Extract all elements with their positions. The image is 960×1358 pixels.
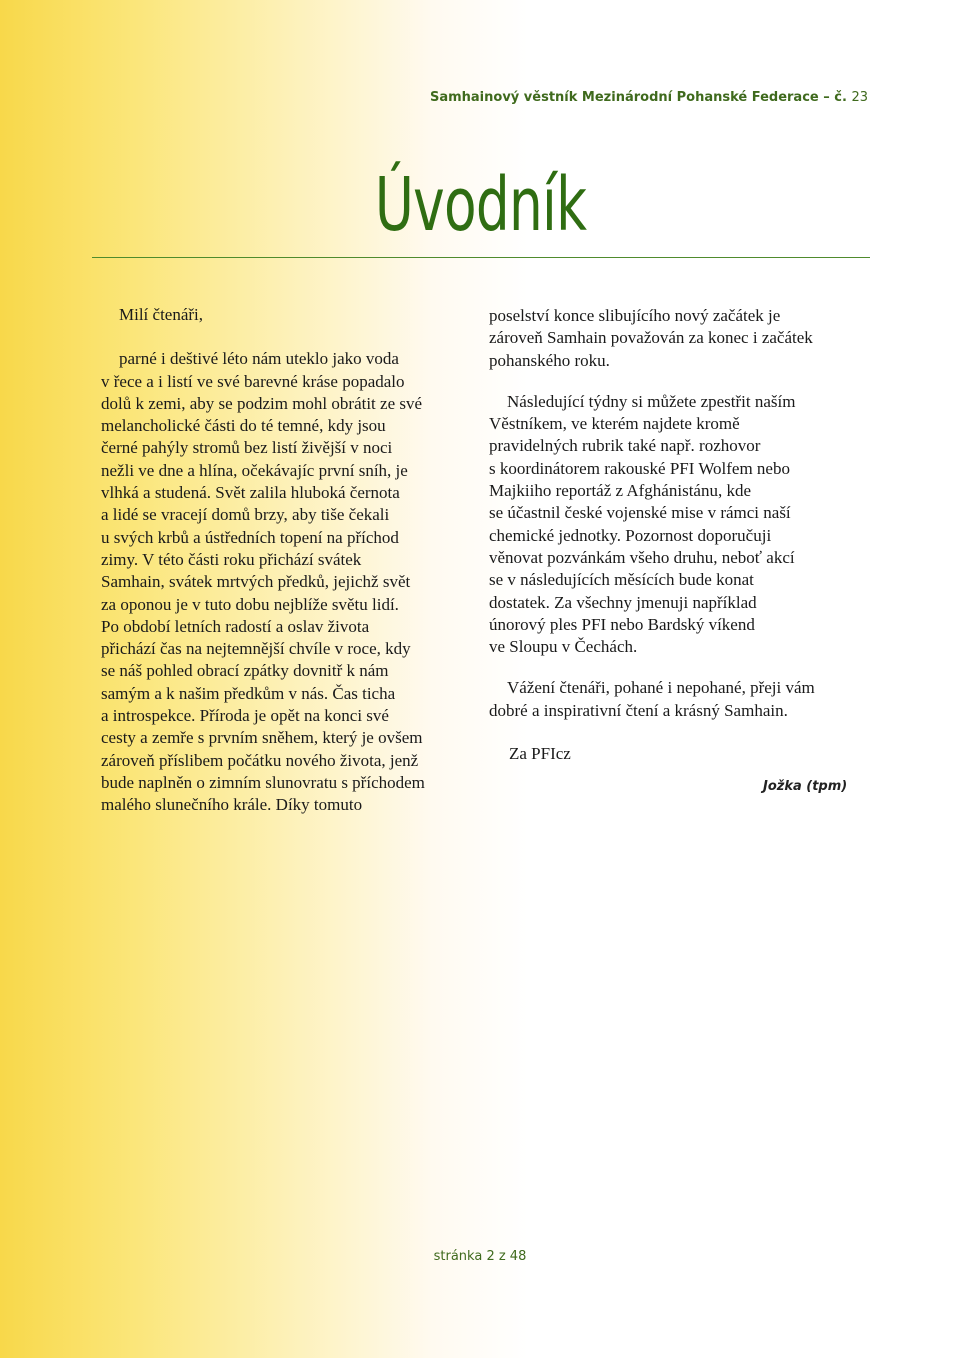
issue-number: 23 xyxy=(851,90,868,105)
greeting: Milí čtenáři, xyxy=(119,305,204,324)
page-title: Úvodník xyxy=(374,162,587,248)
text-line: Věstníkem, ve kterém najdete kromě xyxy=(489,414,740,434)
text-line: se v následujících měsících bude konat xyxy=(489,570,754,590)
text-line: a introspekce. Příroda je opět na konci své xyxy=(101,706,389,726)
text-line: za oponou je v tuto dobu nejblíže světu lidí. xyxy=(101,594,399,614)
text-line: ve Sloupu v Čechách. xyxy=(489,637,638,657)
text-line: v řece a i listí ve své barevné kráse popadalo xyxy=(101,371,405,391)
text-line: bude naplněn o zimním slunovratu s příchodem xyxy=(101,772,425,792)
newsletter-header xyxy=(430,90,868,105)
text-line: černé pahýly stromů bez listí živější v noci xyxy=(101,438,393,458)
author-signature: Jožka (tpm) xyxy=(763,779,848,794)
text-line: Vážení čtenáři, pohané i nepohané, přeji vám xyxy=(507,678,815,698)
text-line: nežli ve dne a hlína, očekávajíc první sníh, je xyxy=(101,460,408,480)
text-line: poselství konce slibujícího nový začátek je xyxy=(489,306,781,325)
text-line: chemické jednotky. Pozornost doporučuji xyxy=(489,525,772,545)
right-paragraph-2 xyxy=(489,391,874,659)
text-line: samým a k našim předkům v nás. Čas ticha xyxy=(101,683,396,703)
text-line: cesty a zemře s prvním sněhem, který je ovšem xyxy=(101,728,423,748)
text-line: věnovat pozvánkám všeho druhu, neboť akcí xyxy=(489,547,795,567)
text-line: pravidelných rubrik také např. rozhovor xyxy=(489,436,761,456)
text-line: únorový ples PFI nebo Bardský víkend xyxy=(489,614,755,634)
text-line: se náš pohled obrací zpátky dovnitř k nám xyxy=(101,661,389,681)
text-line: zimy. V této části roku přichází svátek xyxy=(101,549,362,569)
text-line: dobré a inspirativní čtení a krásný Samhain. xyxy=(489,700,788,720)
right-paragraph-3 xyxy=(489,677,874,722)
left-column xyxy=(101,304,483,817)
text-line: zároveň Samhain považován za konec i začátek xyxy=(489,328,813,348)
text-line: dolů k zemi, aby se podzim mohl obrátit ze své xyxy=(101,393,423,413)
text-line: malého slunečního krále. Díky tomuto xyxy=(101,795,363,815)
text-line: přichází čas na nejtemnější chvíle v roce, kdy xyxy=(101,639,411,659)
text-line: Po období letních radostí a oslav života xyxy=(101,616,370,636)
right-paragraph-1 xyxy=(489,305,874,372)
text-line: Majkiiho reportáž z Afghánistánu, kde xyxy=(489,481,752,501)
text-line: vlhká a studená. Svět zalila hluboká černota xyxy=(101,483,400,503)
text-line: a lidé se vracejí domů brzy, aby tiše čekali xyxy=(101,505,390,525)
text-line: Následující týdny si můžete zpestřit naším xyxy=(507,391,796,411)
right-column xyxy=(489,305,874,765)
newsletter-header-text: Samhainový věstník Mezinárodní Pohanské Federace – č. xyxy=(429,90,847,105)
text-line: parné i deštivé léto nám uteklo jako voda xyxy=(119,349,399,369)
text-line: dostatek. Za všechny jmenuji například xyxy=(489,592,757,612)
page-number: stránka 2 z 48 xyxy=(433,1249,527,1264)
text-line: pohanského roku. xyxy=(489,350,610,370)
text-line: u svých krbů a ústředních topení na příchod xyxy=(101,527,399,547)
left-paragraph xyxy=(101,348,483,816)
title-divider xyxy=(92,257,870,258)
text-line: s koordinátorem rakouské PFI Wolfem nebo xyxy=(489,458,790,478)
text-line: zároveň příslibem počátku nového života, jenž xyxy=(101,750,419,770)
text-line: Samhain, svátek mrtvých předků, jejichž svět xyxy=(101,572,411,592)
closing-line: Za PFIcz xyxy=(509,744,571,764)
text-line: melancholické části do té temné, kdy jsou xyxy=(101,416,386,436)
text-line: se účastnil české vojenské mise v rámci naší xyxy=(489,503,791,523)
